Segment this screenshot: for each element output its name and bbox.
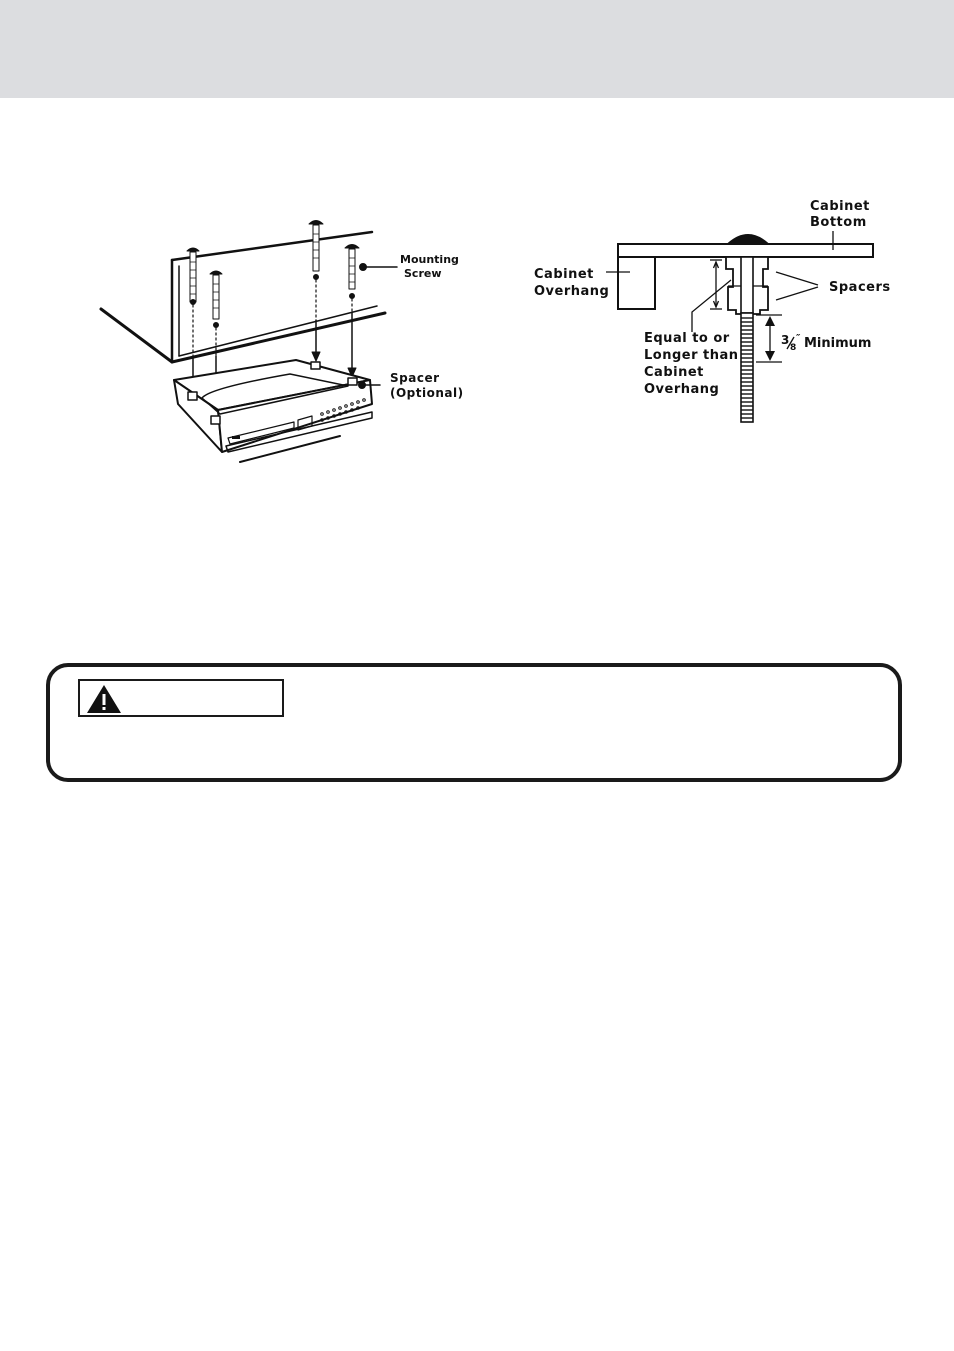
overhang-diagram bbox=[0, 0, 954, 520]
spacer-label-line1: Spacer bbox=[390, 371, 440, 385]
mounting-screw-label-line1: Mounting bbox=[400, 253, 459, 266]
equal-label-line3: Cabinet bbox=[644, 365, 704, 380]
minimum-word: Minimum bbox=[804, 336, 872, 351]
spacers-label: Spacers bbox=[829, 280, 891, 295]
caution-tag bbox=[78, 679, 284, 717]
equal-label-line2: Longer than bbox=[644, 348, 739, 363]
spacer-label-line2: (Optional) bbox=[390, 386, 464, 400]
cabinet-overhang-label-line2: Overhang bbox=[534, 284, 610, 299]
cabinet-overhang-label-line1: Cabinet bbox=[534, 267, 594, 282]
minimum-prime: ″ bbox=[796, 333, 801, 344]
minimum-fraction-denominator: 8 bbox=[790, 343, 797, 353]
equal-label-line1: Equal to or bbox=[644, 331, 730, 346]
minimum-fraction-numerator: 3 bbox=[781, 333, 790, 347]
equal-label-line4: Overhang bbox=[644, 382, 720, 397]
mounting-screw-label-line2: Screw bbox=[404, 267, 442, 280]
cabinet-bottom-label-line1: Cabinet bbox=[810, 199, 870, 214]
cabinet-bottom-label-line2: Bottom bbox=[810, 215, 867, 230]
warning-triangle-icon bbox=[86, 684, 122, 714]
caution-box bbox=[46, 663, 902, 782]
